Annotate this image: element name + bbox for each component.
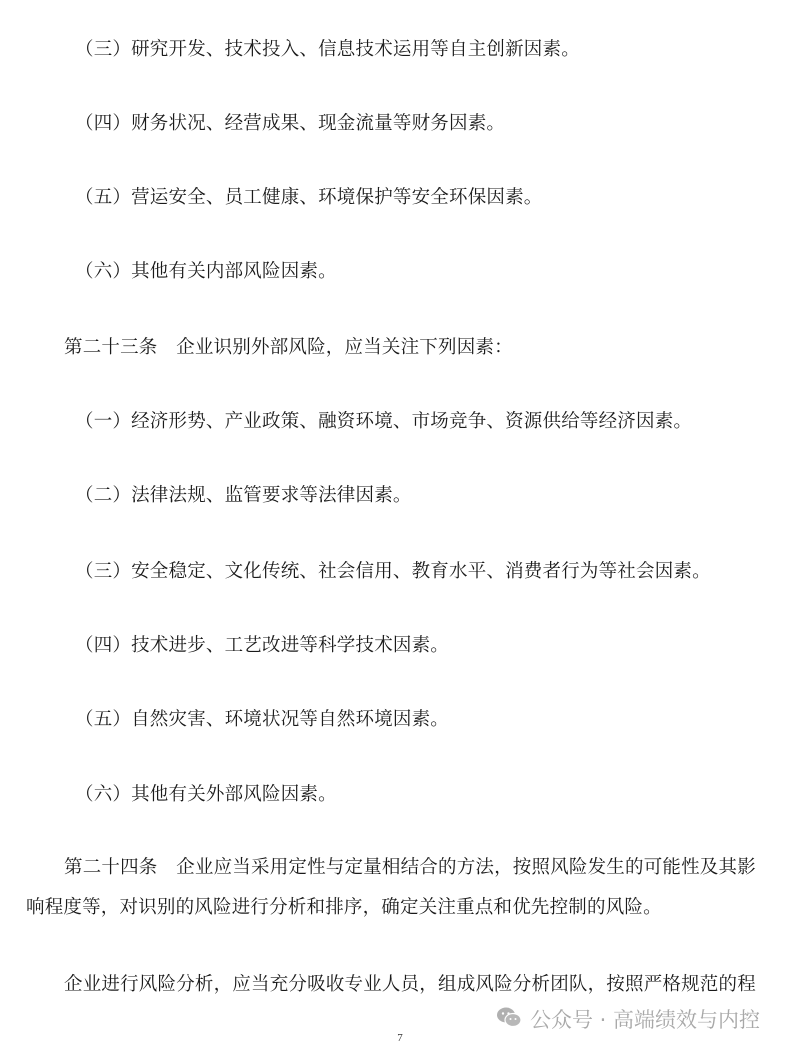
list-item-external-4: （四）技术进步、工艺改进等科学技术因素。 <box>75 635 450 656</box>
list-item-internal-3: （三）研究开发、技术投入、信息技术运用等自主创新因素。 <box>75 39 580 60</box>
article-23-heading: 第二十三条 企业识别外部风险，应当关注下列因素： <box>64 337 513 358</box>
list-item-internal-6: （六）其他有关内部风险因素。 <box>75 261 337 282</box>
page-number: 7 <box>397 1032 403 1044</box>
list-item-internal-5: （五）营运安全、员工健康、环境保护等安全环保因素。 <box>75 187 543 208</box>
list-item-external-5: （五）自然灾害、环境状况等自然环境因素。 <box>75 709 450 730</box>
risk-analysis-paragraph: 企业进行风险分析，应当充分吸收专业人员，组成风险分析团队，按照严格规范的程 <box>64 974 756 995</box>
list-item-external-1: （一）经济形势、产业政策、融资环境、市场竞争、资源供给等经济因素。 <box>75 411 693 432</box>
article-24-paragraph: 第二十四条 企业应当采用定性与定量相结合的方法，按照风险发生的可能性及其影 <box>64 857 756 878</box>
list-item-external-3: （三）安全稳定、文化传统、社会信用、教育水平、消费者行为等社会因素。 <box>75 561 711 582</box>
list-item-external-6: （六）其他有关外部风险因素。 <box>75 784 337 805</box>
list-item-internal-4: （四）财务状况、经营成果、现金流量等财务因素。 <box>75 113 506 134</box>
watermark-text: 公众号 · 高端绩效与内控 <box>530 1008 761 1032</box>
list-item-external-2: （二）法律法规、监管要求等法律因素。 <box>75 485 412 506</box>
watermark <box>496 1004 760 1034</box>
wechat-icon <box>496 1006 530 1033</box>
article-24-continuation: 响程度等，对识别的风险进行分析和排序，确定关注重点和优先控制的风险。 <box>26 897 662 918</box>
